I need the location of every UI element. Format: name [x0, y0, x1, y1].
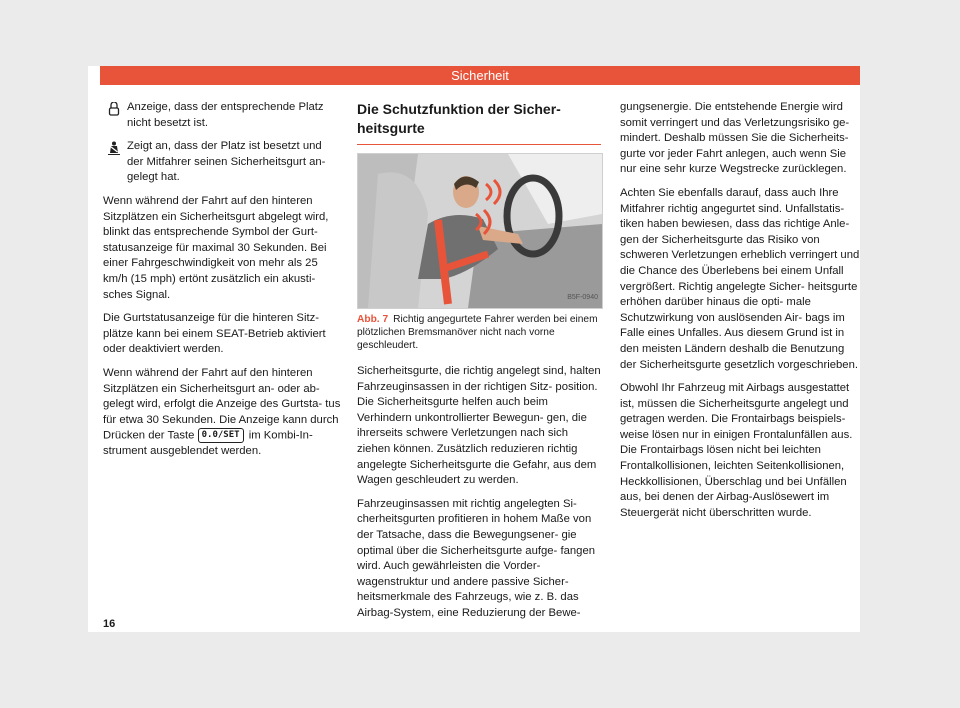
- figure-caption: [357, 313, 601, 352]
- caption-text: Richtig angegurtete Fahrer werden bei einem plötzlichen Bremsmanöver nicht nach vorne geschleudert.: [357, 314, 598, 351]
- paragraph: Achten Sie ebenfalls darauf, dass auch Ihre Mitfahrer richtig angegurtet sind. Unfallstatis- tiken haben bewiesen, dass das richtige Anle- gen der Sicherheitsgurte das Risiko von schweren Verletzungen erheblich verringert und die Chance des Überlebens bei einem Unfall vergrößert. Richtig angelegte Sicher- heitsgurte erhöhen darüber hinaus die opti- male Schutzwirkung von auslösenden Air- bags im Falle eines Unfalles. Aus diesem Grund ist in den meisten Ländern deshalb die Benutzung der Sicherheitsgurte gesetzlich vorgeschrieben.: [620, 186, 860, 371]
- paragraph: Fahrzeuginsassen mit richtig angelegten Si- cherheitsgurten profitieren in hohem Maße von der Tatsache, dass die Bewegungsener- gie optimal über die Sicherheitsgurte aufge- fangen wird. Auch gewährleisten die Vorder- wagenstruktur und andere passive Sicher- heitsmerkmale des Fahrzeugs, wie z. B. das Airbag-System, eine Reduzierung der Bewe-: [357, 497, 596, 619]
- caption-label: Abb. 7: [357, 314, 389, 325]
- page-number: 16: [103, 618, 116, 630]
- icon-item-unbuckled: [103, 100, 341, 131]
- section-header: Sicherheit: [100, 66, 860, 85]
- column-right: [620, 100, 860, 529]
- column-middle: [357, 100, 601, 630]
- icon-item-text: Zeigt an, dass der Platz ist besetzt und der Mitfahrer seinen Sicherheitsgurt an- gelegt hat.: [127, 140, 326, 184]
- seat-belt-unbuckled-icon: [103, 100, 125, 131]
- icon-item-text: Anzeige, dass der entsprechende Platz nicht besetzt ist.: [127, 101, 324, 129]
- figure-driver-belted: [357, 153, 603, 309]
- paragraph-text: Wenn während der Fahrt auf den hinteren Sitzplätzen ein Sicherheitsgurt an- oder ab- gelegt wird, erfolgt die Anzeige des Gurtsta- tus für etwa 30 Sekunden. Die Anzeige kann durch Drücken der Taste: [103, 366, 341, 442]
- paragraph: Wenn während der Fahrt auf den hinteren Sitzplätzen ein Sicherheitsgurt abgelegt wird, blinkt das entsprechende Symbol der Gurt- statusanzeige für maximal 30 Sekunden. Bei einer Fahrgeschwindigkeit von mehr als 25 km/h (15 mph) ertönt zusätzlich ein akusti- sches Signal.: [103, 194, 329, 301]
- paragraph-text: im Kombi-In- strument ausgeblendet werden.: [103, 429, 313, 458]
- paragraph: Obwohl Ihr Fahrzeug mit Airbags ausgestattet ist, müssen die Sicherheitsgurte angelegt und getragen werden. Die Frontairbags beispiels- weise lösen nur in einigen Frontalunfällen aus. Die Frontairbags lösen nicht bei leichten Frontalkollisionen, leichten Seitenkollisionen, Heckkollisionen, Überschlag und bei Unfällen aus, bei denen der Airbag-Auslösewert im Steuergerät nicht überschritten wurde.: [620, 382, 853, 519]
- column-left: [103, 100, 341, 468]
- driver-illustration: [358, 154, 602, 308]
- paragraph: [103, 366, 341, 460]
- section-title: Die Schutzfunktion der Sicher- heitsgurte: [357, 100, 601, 145]
- figure-code: B5F-0940: [567, 294, 598, 302]
- paragraph: Die Gurtstatusanzeige für die hinteren Sitz- plätze kann bei einem SEAT-Betrieb aktiviert oder deaktiviert werden.: [103, 312, 326, 356]
- icon-item-buckled: [103, 139, 341, 186]
- paragraph: gungsenergie. Die entstehende Energie wird somit verringert und das Verletzungsrisiko ge- mindert. Deshalb müssen Sie die Sicherheits- gurte vor jeder Fahrt anlegen, auch wenn Sie nur eine sehr kurze Wegstrecke zurücklegen.: [620, 101, 850, 176]
- seat-belt-warning-icon: [103, 139, 125, 186]
- set-key-symbol: 0.0/SET: [198, 428, 244, 443]
- paragraph: Sicherheitsgurte, die richtig angelegt sind, halten Fahrzeuginsassen in der richtigen Sitz- position. Die Sicherheitsgurte helfen auch beim Verhindern unkontrollierter Bewegun- gen, die ihrerseits schwere Verletzungen nach sich ziehen können. Zusätzlich reduzieren richtig angelegte Sicherheitsgurte die Gefahr, aus dem Wagen geschleudert zu werden.: [357, 365, 601, 487]
